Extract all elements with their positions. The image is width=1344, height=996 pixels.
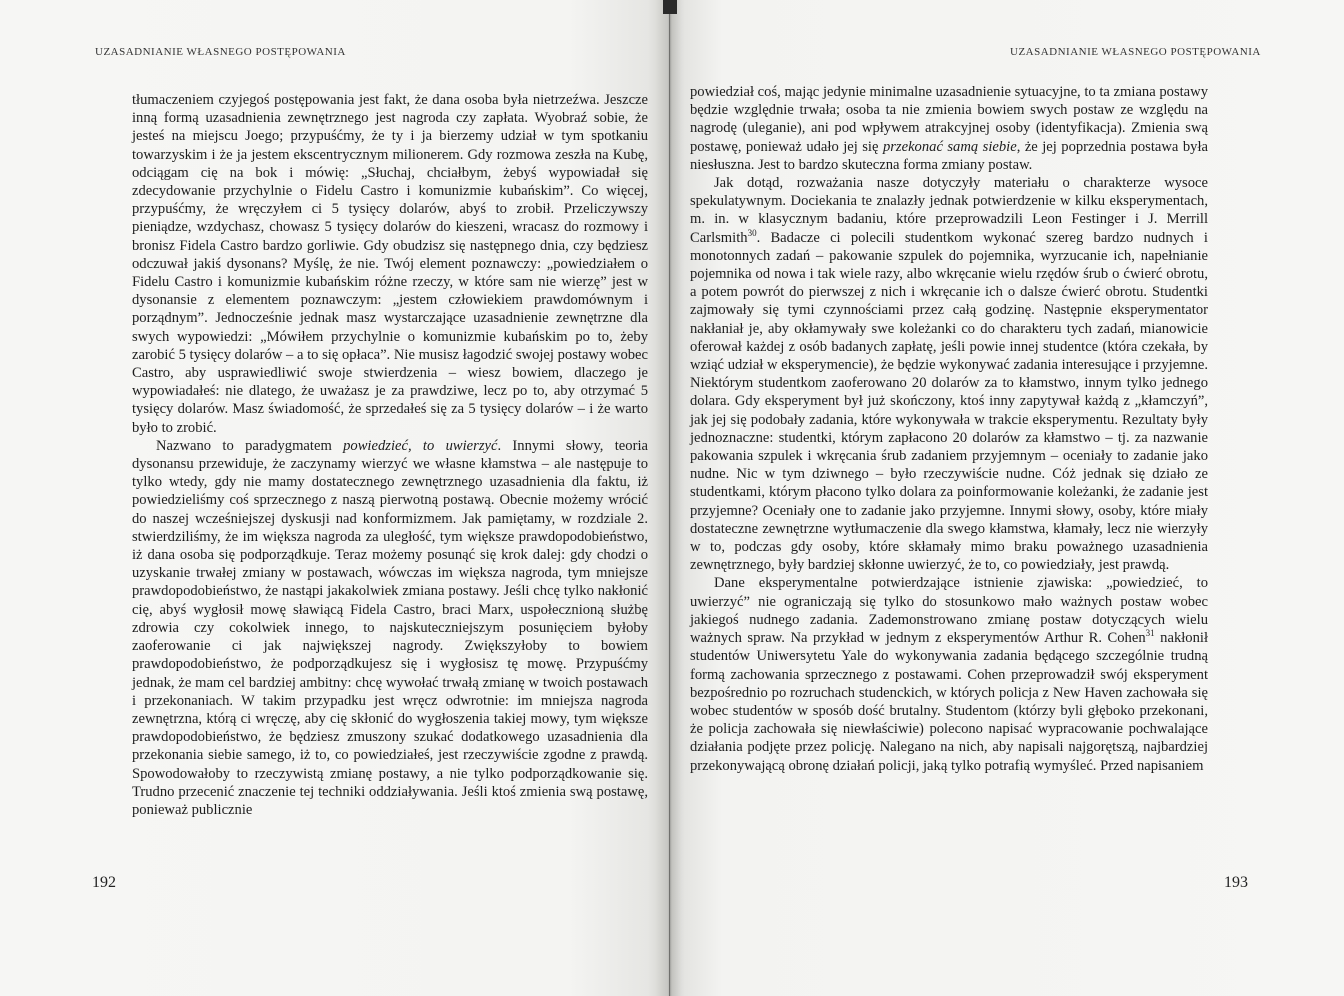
footnote-ref-30: 30 [747,227,757,238]
right-p2-text-start: Jak dotąd, rozważania nasze dotyczyły materiału o charakterze wysoce spekulatywnym. Dociekania te znalazły jednak potwierdzenie w kilku eksperymentach, m. in. w klasycznym badaniu, które przeprowadzili Leon Festinger i J. Merrill Carlsmith [690,175,1208,246]
right-p2-text-rest: . Badacze ci polecili studentkom wykonać szereg bardzo nudnych i monotonnych zadań – pakowanie szpulek do pojemnika, wyrzucanie ich, napełnianie pojemnika od nowa i tak wiele razy, albo wkręcanie wielu rzędów śrub o ćwierć obrotu, a potem powrót do pierwszej z nich i wkręcanie ich o dalsze ćwierć obrotu. Studentki zajmowały się tymi czynnościami przez całą godzinę. Następnie eksperymentator nakłaniał je, aby okłamywały swe koleżanki co do charakteru tych zadań, mianowicie oferował każdej z osób badanych zapłatę, jeśli powie innej studentce (która czekała, by wziąć udział w eksperymencie), że będzie wykonywać zadania interesujące i przyjemne. Niektórym studentkom zaoferowano 20 dolarów za to kłamstwo, innym tylko jednego dolara. Gdy eksperyment był już skończony, ktoś inny zapytywał każdą z „kłamczyń”, jak jej się podobały zadania, które wykonywała w trakcie eksperymentu. Rezultaty były jednoznaczne: studentki, którym zapłacono 20 dolarów za kłamstwo – tj. za nazwanie pakowania szpulek i wkręcania śrub zadaniem przyjemnym – oceniały to zadanie jako nudne. Nic w tym dziwnego – było rzeczywiście nudne. Cóż jednak się działo ze studentkami, którym płacono tylko dolara za poinformowanie koleżanki, że zadanie jest przyjemne? Oceniały one to zadanie jako przyjemne. Innymi słowy, osoby, które miały dostateczne zewnętrzne wytłumaczenie dla swego kłamstwa, kłamały, lecz nie wierzyły w to, podczas gdy osoby, które skłamały mimo braku poważnego uzasadnienia zewnętrznego, były bardziej skłonne uwierzyć, że to, co powiedziały, jest prawdą. [690,229,1208,574]
right-page-number: 193 [1224,874,1248,891]
left-p2-text-rest: . Innymi słowy, teoria dysonansu przewiduje, że zaczynamy wierzyć we własne kłamstwa – ale następuje to tylko wtedy, gdy nie mamy dostatecznego zewnętrznego uzasadnienia dla faktu, iż powiedzieliśmy coś sprzecznego z naszą pierwotną postawą. Obecnie możemy wrócić do naszej wcześniejszej dyskusji nad konformizmem. Jak pamiętamy, w rozdziale 2. stwierdziliśmy, że im większa nagroda za uległość, tym większe prawdopodobieństwo, iż dana osoba się podporządkuje. Teraz możemy posunąć się krok dalej: gdy chodzi o uzyskanie trwałej zmiany w postawach, wówczas im większa nagroda, tym mniejsze prawdopodobieństwo, że nastąpi jakakolwiek zmiana postawy. Jeśli chcę tylko nakłonić cię, abyś wygłosił mowę sławiącą Fidela Castro, braci Marx, uspołecznioną służbę zdrowia czy cokolwiek innego, to najskuteczniejszym posunięciem byłoby zaoferowanie ci jak największej nagrody. Zwiększyłoby to bowiem prawdopodobieństwo, że podporządkujesz się i wygłosisz tę mowę. Przypuśćmy jednak, że mam cel bardziej ambitny: chcę wywołać trwałą zmianę w twoich postawach i przekonaniach. W takim przypadku jest wręcz odwrotnie: im mniejsza nagroda zewnętrzna, którą ci wręczę, aby cię skłonić do wygłoszenia takiej mowy, tym większe prawdopodobieństwo, że będziesz zmuszony szukać dodatkowego uzasadnienia dla przekonania siebie samego, iż to, co powiedziałeś, jest rzeczywiście zgodne z prawdą. Spowodowałoby to rzeczywistą zmianę postawy, a nie tylko podporządkowanie się. Trudno przecenić znaczenie tej techniki oddziaływania. Jeśli ktoś zmienia swą postawę, ponieważ publicznie [132,437,648,818]
right-p1-italic-term: przekonać samą siebie [882,138,1017,155]
right-paragraph-2 [690,174,1208,574]
right-text-block [690,83,1208,775]
book-gutter [655,0,685,996]
left-paragraph-2 [132,437,648,819]
right-p1-text-rest: , że jej poprzednia postawa była niesłuszna. Jest to bardzo skuteczna forma zmiany postaw. [690,138,1208,173]
right-running-head: UZASADNIANIE WŁASNEGO POSTĘPOWANIA [1010,46,1261,58]
left-running-head: UZASADNIANIE WŁASNEGO POSTĘPOWANIA [95,46,346,58]
left-p2-text-start: Nazwano to paradygmatem [156,437,344,454]
right-paragraph-3 [690,574,1208,774]
left-paragraph-1: tłumaczeniem czyjegoś postępowania jest fakt, że dana osoba była nietrzeźwa. Jeszcze inną formą uzasadnienia zewnętrznego jest nagroda czy zapłata. Wyobraź sobie, że jesteś na miejscu Joego; przypuśćmy, że ty i ja bierzemy udział w tym spotkaniu towarzyskim i że ja jestem ekscentrycznym milionerem. Gdy rozmowa zeszła na Kubę, odciągam cię na bok i mówię: „Słuchaj, chciałbym, żebyś wypowiadał się zdecydowanie przychylnie o Fidelu Castro i komunizmie kubańskim”. Co więcej, przypuśćmy, że wręczyłem ci 5 tysięcy dolarów, abyś to zrobił. Przeliczywszy pieniądze, wzdychasz, chowasz 5 tysięcy dolarów do kieszeni, wracasz do rozmowy i bronisz Fidela Castro bardzo gorliwie. Gdy obudzisz się następnego dnia, czy będziesz odczuwał jakiś dysonans? Myślę, że nie. Twój element poznawczy: „powiedziałem o Fidelu Castro i komunizmie kubańskim różne rzeczy, w które sam nie wierzę” jest w dysonansie z elementem poznawczym: „jestem człowiekiem prawdomównym i porządnym”. Jednocześnie jednak masz wystarczające uzasadnienie zewnętrzne dla swych wypowiedzi: „Mówiłem przychylnie o komunizmie kubańskim po to, żeby zarobić 5 tysięcy dolarów – a to się opłaca”. Nie musisz łagodzić swojej postawy wobec Castro, aby usprawiedliwić swoje stwierdzenia – wiesz bowiem, dlaczego je wypowiadałeś: nie dlatego, że uważasz je za prawdziwe, lecz po to, aby otrzymać 5 tysięcy dolarów. Masz świadomość, że sprzedałeś się za 5 tysięcy dolarów – i że warto było to zrobić. [132,92,648,436]
right-p1-text-start: powiedział coś, mając jedynie minimalne uzasadnienie sytuacyjne, to ta zmiana postawy będzie względnie trwała; osoba ta nie zmienia bowiem swych postaw ze względu na nagrodę (uleganie), ani pod wpływem atrakcyjnej osoby (identyfikacja). Zmienia swą postawę, ponieważ udało jej się [690,84,1208,155]
right-p3-text-start: Dane eksperymentalne potwierdzające istnienie zjawiska: „powiedzieć, to uwierzyć” nie ograniczają się tylko do stosunkowo mało ważnych postaw wobec jakiegoś nudnego zadania. Zademonstrowano zmianę postaw dotyczących wielu ważnych spraw. Na przykład w jednym z eksperymentów Arthur R. Cohen [690,575,1208,647]
left-text-block [132,91,648,819]
left-page-number: 192 [92,874,116,891]
left-p2-italic-term: powiedzieć, to uwierzyć [343,437,498,454]
right-p3-text-rest: nakłonił studentów Uniwersytetu Yale do wykonywania zadania będącego szczególnie trudną formą zachowania sprzecznego z postawami. Cohen przeprowadził swój eksperyment bezpośrednio po rozruchach studenckich, w których policja z New Haven zachowała się wobec studentów w sposób dość brutalny. Studentom (którzy byli głęboko przekonani, że policja zachowała się niewłaściwie) polecono napisać wypracowanie pochwalające działania podjęte przez policję. Nalegano na nich, aby napisali najgorętszą, najbardziej przekonywającą obronę działań policji, jaką tylko potrafią wymyśleć. Przed napisaniem [690,630,1209,774]
right-paragraph-1 [690,83,1208,174]
binding-mark [663,0,677,14]
footnote-ref-31: 31 [1145,628,1155,639]
gutter-fold-line [669,0,670,996]
